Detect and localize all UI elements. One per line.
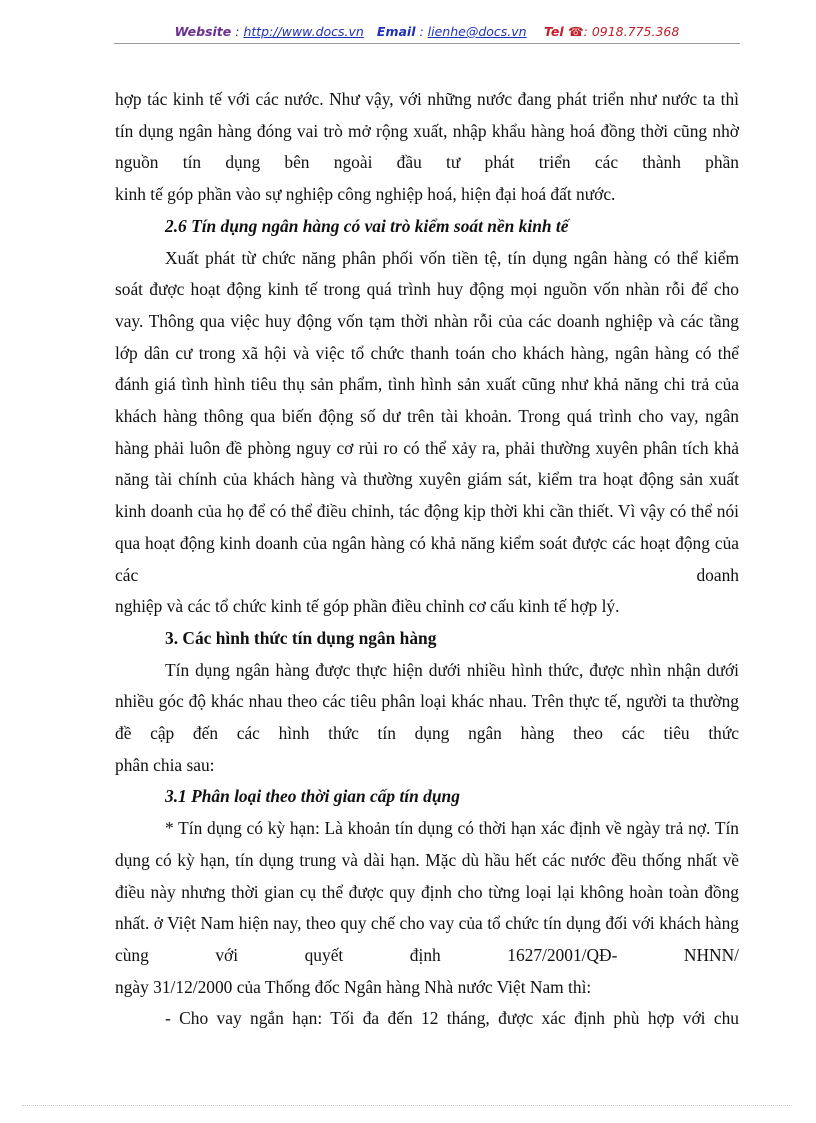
paragraph-term-credit-end xyxy=(115,972,739,1004)
heading-3: 3. Các hình thức tín dụng ngân hàng xyxy=(165,627,437,648)
text-line: Tín dụng ngân hàng được thực hiện dưới nhiều hình thức, được nhìn nhận xyxy=(165,659,701,680)
text-line: rỗi để cho vay. Thông qua việc huy động vốn tạm thời nhàn rỗi của các doanh xyxy=(115,279,739,331)
text-line: điều chỉnh, tác động kịp thời khi cần thiết. Vì vậy có thể nói qua hoạt động kinh xyxy=(115,501,739,553)
text-line: doanh của ngân hàng có khả năng kiểm soát được các hoạt động của các doanh xyxy=(115,532,739,585)
text-line: kinh tế góp phần vào sự nghiệp công nghiệp hoá, hiện đại hoá đất nước. xyxy=(115,184,616,205)
text-line: thể xảy ra, phải thường xuyên phân tích khả năng tài chính của khách hàng và xyxy=(115,437,739,490)
paragraph-short-term xyxy=(115,1003,739,1035)
text-line: khoản. Trong quá trình cho vay, ngân hàng phải luôn đề phòng nguy cơ rủi ro có xyxy=(115,406,739,458)
paragraph-control-end xyxy=(115,591,739,623)
text-line: kiểm soát được hoạt động kinh tế trong quá trình huy động mọi nguồn vốn nhàn xyxy=(115,247,739,300)
phone-icon: ☎ xyxy=(568,24,584,39)
paragraph-cooperation xyxy=(115,84,739,179)
text-line: nợ. Tín dụng có kỳ hạn, tín dụng trung và dài hạn. Mặc dù hầu hết các nước đều xyxy=(115,818,739,870)
text-line: ngày 31/12/2000 của Thống đốc Ngân hàng Nhà nước Việt Nam thì: xyxy=(115,976,592,997)
text-line: * Tín dụng có kỳ hạn: Là khoản tín dụng có thời hạn xác định về ngày trả xyxy=(165,818,684,839)
header-divider xyxy=(114,43,740,44)
text-line: chức tín dụng đối với khách hàng cùng với quyết định 1627/2001/QĐ- NHNN/ xyxy=(115,913,739,965)
text-line: nghiệp và các tầng lớp dân cư trong xã hội và việc tổ chức thanh toán cho khách xyxy=(115,310,739,363)
text-line: nghiệp và các tổ chức kinh tế góp phần điều chỉnh cơ cấu kinh tế hợp lý. xyxy=(115,596,620,617)
heading-2-6: 2.6 Tín dụng ngân hàng có vai trò kiểm soát nền kinh tế xyxy=(165,215,569,236)
text-line: dưới nhiều góc độ khác nhau theo các tiêu phân loại khác nhau. Trên thực tế, xyxy=(115,659,739,712)
email-label: Email xyxy=(376,24,416,39)
text-line: hợp tác kinh tế với các nước. Như vậy, với những nước đang phát triển như xyxy=(115,89,657,109)
page-header xyxy=(114,22,740,44)
text-line: người ta thường đề cập đến các hình thức tín dụng ngân hàng theo các tiêu thức xyxy=(115,691,739,744)
tel-label: Tel xyxy=(544,24,564,39)
text-line: phân chia sau: xyxy=(115,754,215,775)
text-line: đồng thời cũng nhờ nguồn tín dụng bên ngoài đầu tư phát triển các thành phần xyxy=(115,120,739,173)
heading-3-1: 3.1 Phân loại theo thời gian cấp tín dụng xyxy=(165,786,460,807)
website-separator: : xyxy=(231,24,244,39)
text-line: thường xuyên giám sát, kiểm tra hoạt động sản xuất kinh doanh của họ để có thể xyxy=(115,469,739,522)
tel-value: 0918.775.368 xyxy=(591,24,680,39)
text-line: nước ta thì tín dụng ngân hàng đóng vai trò mở rộng xuất, nhập khẩu hàng hoá xyxy=(115,89,739,141)
text-line: thống nhất về điều này nhưng thời gian cụ thể được quy định cho từng loại lại xyxy=(115,849,739,902)
document-body xyxy=(115,84,739,1035)
text-line: cũng như khả năng chi trả của khách hàng thông qua biến động số dư trên tài xyxy=(115,374,739,427)
text-line: không hoàn toàn đồng nhất. ở Việt Nam hiện nay, theo quy chế cho vay của tổ xyxy=(115,881,739,934)
text-line: - Cho vay ngắn hạn: Tối đa đến 12 tháng, được xác định phù hợp với chu xyxy=(165,1008,739,1029)
paragraph-forms-end xyxy=(115,750,739,782)
paragraph-term-credit xyxy=(115,813,739,972)
text-line: Xuất phát từ chức năng phân phối vốn tiền tệ, tín dụng ngân hàng có thể xyxy=(165,247,698,268)
email-link[interactable]: lienhe@docs.vn xyxy=(427,24,527,39)
paragraph-cooperation-end xyxy=(115,179,739,211)
website-label: Website xyxy=(174,24,232,39)
paragraph-control xyxy=(115,243,739,592)
footer-divider xyxy=(22,1105,792,1106)
tel-separator: : xyxy=(583,24,592,39)
website-link[interactable]: http://www.docs.vn xyxy=(243,24,364,39)
text-line: hàng, ngân hàng có thể đánh giá tình hình tiêu thụ sản phẩm, tình hình sản xuất xyxy=(115,342,739,395)
paragraph-forms xyxy=(115,655,739,750)
email-separator: : xyxy=(415,24,428,39)
